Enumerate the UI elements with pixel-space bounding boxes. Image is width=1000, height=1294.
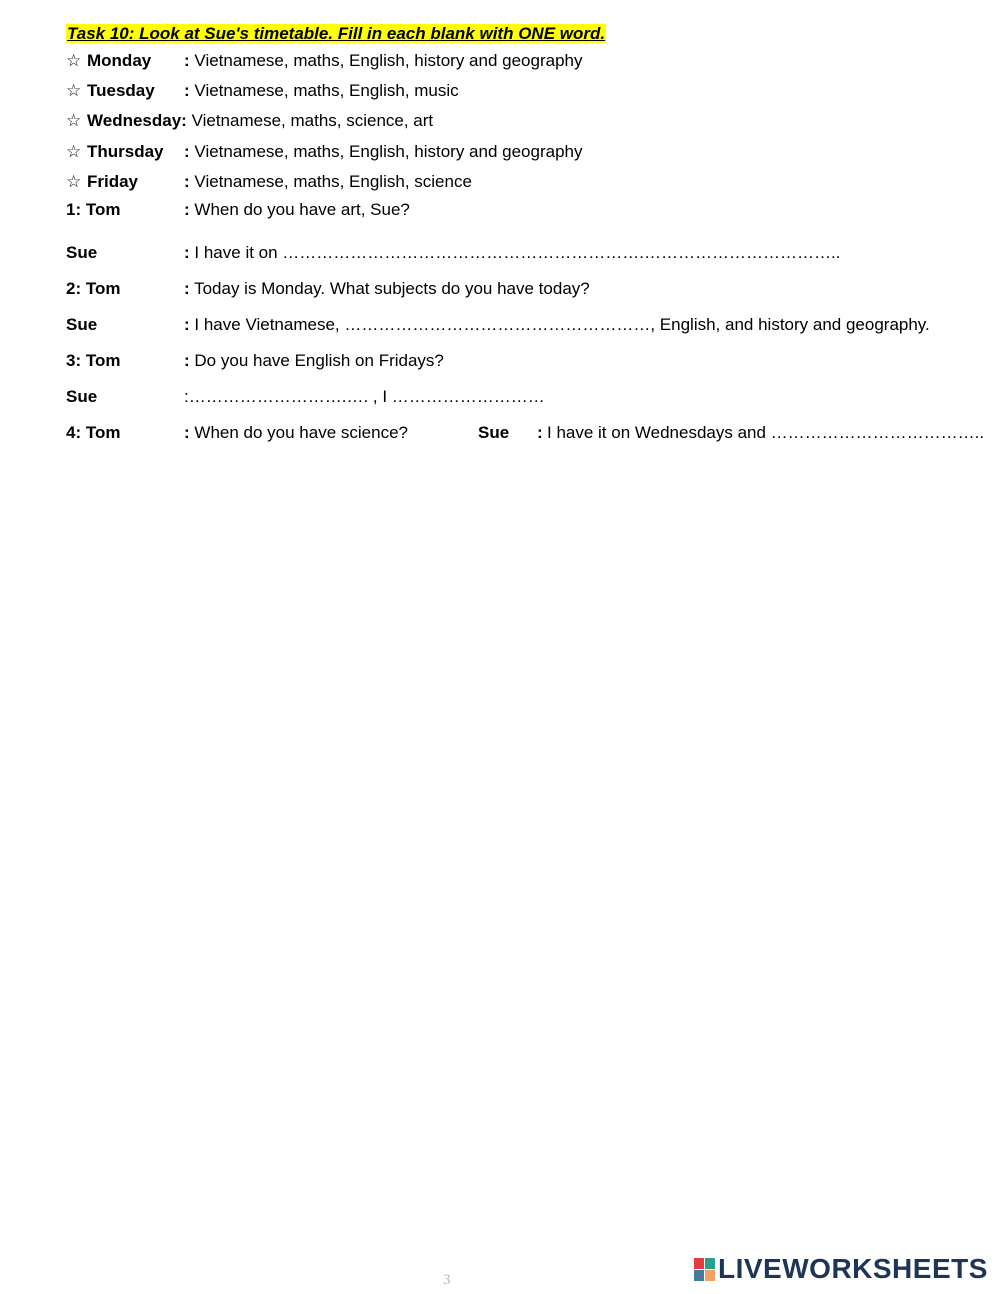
day-label: Monday <box>87 51 152 70</box>
colon: : <box>184 243 190 262</box>
timetable-row-monday <box>66 50 583 72</box>
dialogue-line-2-tom <box>66 278 590 300</box>
subjects-list: Vietnamese, maths, English, music <box>194 81 459 100</box>
speaker-label: 3: Tom <box>66 351 121 370</box>
page-number: 3 <box>443 1272 451 1288</box>
colon: : <box>184 351 190 370</box>
colon: : <box>184 81 190 100</box>
speaker-label: Sue <box>478 423 510 442</box>
colon: : <box>184 200 190 219</box>
dialogue-text: Do you have English on Fridays? <box>194 351 444 370</box>
dialogue-entry <box>184 314 930 336</box>
dialogue-line-3-tom <box>66 350 444 372</box>
colon: : <box>184 315 190 334</box>
dialogue-text: When do you have art, Sue? <box>194 200 410 219</box>
timetable-row-friday <box>66 171 472 193</box>
subjects-list: Vietnamese, maths, English, science <box>194 172 472 191</box>
dialogue-line-1-sue <box>66 242 841 264</box>
answer-blank-2[interactable]: I have Vietnamese, ………………………………………………, English, and history and geography. <box>194 315 930 334</box>
day-label: Friday <box>87 172 139 191</box>
star-icon: ☆ <box>66 81 82 100</box>
star-icon: ☆ <box>66 142 82 161</box>
colon: : <box>184 423 190 442</box>
logo-mark-icon <box>694 1258 715 1281</box>
day-label: Wednesday: <box>87 111 187 130</box>
dialogue-line-4 <box>66 422 985 444</box>
dialogue-entry <box>184 199 410 221</box>
answer-blank-3[interactable]: ……………………….…. , I ……………………… <box>188 387 545 406</box>
timetable-entry <box>184 50 582 72</box>
day-label: Thursday <box>87 142 164 161</box>
dialogue-line-1-tom <box>66 199 410 221</box>
colon: : <box>184 387 189 406</box>
dialogue-entry <box>184 422 408 444</box>
logo-text: LIVEWORKSHEETS <box>718 1253 988 1284</box>
dialogue-entry <box>184 242 840 264</box>
timetable-entry <box>184 171 472 193</box>
colon: : <box>184 51 190 70</box>
star-icon: ☆ <box>66 172 82 191</box>
speaker-label: Sue <box>66 387 98 406</box>
timetable-entry <box>184 80 459 102</box>
subjects-list: Vietnamese, maths, English, history and geography <box>194 51 583 70</box>
colon: : <box>537 423 543 442</box>
answer-blank-4[interactable]: I have it on Wednesdays and ……………………………….. <box>547 423 985 442</box>
dialogue-entry-sue <box>478 422 985 444</box>
subjects-list: Vietnamese, maths, English, history and geography <box>194 142 583 161</box>
timetable-entry <box>184 141 582 163</box>
liveworksheets-logo <box>694 1255 988 1283</box>
task-title: Task 10: Look at Sue's timetable. Fill in each blank with ONE word. <box>67 24 606 43</box>
speaker-label: 1: Tom <box>66 200 121 219</box>
answer-blank-1[interactable]: I have it on ……………………………………………………….…………………………….. <box>194 243 841 262</box>
timetable-row-tuesday <box>66 80 459 102</box>
dialogue-text: When do you have science? <box>194 423 408 442</box>
dialogue-line-3-sue <box>66 386 545 408</box>
colon: : <box>184 279 190 298</box>
timetable-row-wednesday <box>66 110 433 132</box>
dialogue-text: Today is Monday. What subjects do you have today? <box>194 279 590 298</box>
dialogue-entry <box>184 278 590 300</box>
colon: : <box>184 142 190 161</box>
dialogue-entry <box>184 386 545 408</box>
speaker-label: 4: Tom <box>66 423 121 442</box>
star-icon: ☆ <box>66 111 82 130</box>
speaker-label: Sue <box>66 243 98 262</box>
speaker-label: 2: Tom <box>66 279 121 298</box>
dialogue-entry <box>184 350 444 372</box>
timetable-row-thursday <box>66 141 583 163</box>
speaker-label: Sue <box>66 315 98 334</box>
dialogue-line-2-sue <box>66 314 930 336</box>
day-label: Tuesday <box>87 81 155 100</box>
star-icon: ☆ <box>66 51 82 70</box>
colon: : <box>184 172 190 191</box>
subjects-list: Vietnamese, maths, science, art <box>191 111 434 130</box>
task-title-row <box>66 23 606 45</box>
